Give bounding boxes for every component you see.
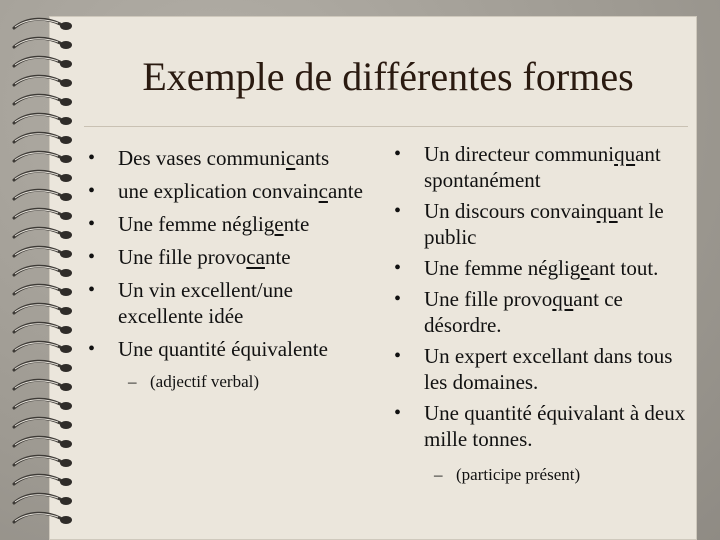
- binding-ring: [14, 361, 72, 372]
- underlined-ending: ge: [263, 212, 284, 236]
- bullet-icon: •: [88, 147, 96, 169]
- left-bullet-list: [84, 145, 374, 362]
- bullet-icon: •: [394, 143, 402, 165]
- binding-ring: [14, 342, 72, 353]
- binding-ring: [14, 190, 72, 201]
- item-text-start: Une quantité équivalente: [118, 337, 328, 361]
- item-text-end: ant spontanément: [424, 142, 661, 192]
- left-item: [84, 178, 374, 204]
- bullet-icon: •: [394, 402, 402, 424]
- item-text-start: Une femme négli: [424, 256, 570, 280]
- bullet-icon: •: [394, 257, 402, 279]
- left-item: [84, 211, 374, 237]
- item-text-start: Une femme négli: [118, 212, 264, 236]
- left-item: [84, 336, 374, 362]
- item-text-end: ant tout.: [589, 256, 659, 280]
- binding-ring: [14, 323, 72, 334]
- left-column: [84, 145, 374, 395]
- item-text-start: Un directeur communi: [424, 142, 615, 166]
- binding-ring: [14, 76, 72, 87]
- item-text-start: Un vin excellent/une excellente idée: [118, 278, 293, 328]
- right-note: [390, 462, 696, 488]
- binding-ring: [14, 456, 72, 467]
- binding-ring: [14, 133, 72, 144]
- right-item: [390, 141, 696, 193]
- right-item: [390, 255, 696, 281]
- binding-ring: [14, 475, 72, 486]
- binding-ring: [14, 513, 72, 524]
- binding-ring: [14, 399, 72, 410]
- bullet-icon: •: [394, 345, 402, 367]
- binding-ring: [14, 285, 72, 296]
- underlined-ending: c: [285, 146, 296, 170]
- bullet-icon: •: [88, 338, 96, 360]
- item-text-end: ants: [295, 146, 330, 170]
- note-dash: –: [128, 372, 137, 391]
- binding-ring: [14, 266, 72, 277]
- binding-ring: [14, 95, 72, 106]
- item-text-end: ante: [327, 179, 363, 203]
- item-text-start: une explication convain: [118, 179, 319, 203]
- binding-ring: [14, 418, 72, 429]
- binding-ring: [14, 437, 72, 448]
- spiral-binding: [0, 0, 62, 540]
- title-divider: [84, 126, 688, 127]
- item-text-start: Une quantité équivalant à deux mille tonnes.: [424, 401, 686, 451]
- binding-ring: [14, 19, 72, 30]
- note-dash: –: [434, 465, 443, 484]
- underlined-ending: qu: [596, 199, 618, 223]
- binding-ring: [14, 171, 72, 182]
- item-text-start: Un discours convain: [424, 199, 597, 223]
- underlined-ending: qu: [552, 287, 574, 311]
- binding-ring: [14, 304, 72, 315]
- right-item: [390, 400, 696, 452]
- bullet-icon: •: [88, 213, 96, 235]
- binding-ring: [14, 380, 72, 391]
- item-text-start: Une fille provo: [118, 245, 247, 269]
- bullet-icon: •: [88, 246, 96, 268]
- item-text-end: ant ce désordre.: [424, 287, 623, 337]
- item-text-start: Un expert excellant dans tous les domaines.: [424, 344, 673, 394]
- item-text-start: Une fille provo: [424, 287, 553, 311]
- left-note: [84, 369, 374, 395]
- underlined-ending: ca: [246, 245, 265, 269]
- slide-title: Exemple de différentes formes: [142, 54, 634, 99]
- right-bullet-list: [390, 141, 696, 452]
- binding-ring: [14, 57, 72, 68]
- right-column: [390, 141, 696, 488]
- bullet-icon: •: [88, 180, 96, 202]
- left-item: [84, 145, 374, 171]
- bullet-icon: •: [394, 288, 402, 310]
- right-item: [390, 286, 696, 338]
- bullet-icon: •: [88, 279, 96, 301]
- item-text-end: nte: [283, 212, 310, 236]
- binding-ring: [14, 114, 72, 125]
- left-item: [84, 244, 374, 270]
- bullet-icon: •: [394, 200, 402, 222]
- item-text-end: ant le public: [424, 199, 664, 249]
- binding-ring: [14, 494, 72, 505]
- binding-ring: [14, 228, 72, 239]
- right-item: [390, 343, 696, 395]
- item-text-end: nte: [264, 245, 291, 269]
- binding-ring: [14, 247, 72, 258]
- left-note-text: (adjectif verbal): [150, 372, 260, 391]
- item-text-start: Des vases communi: [118, 146, 286, 170]
- underlined-ending: c: [318, 179, 328, 203]
- right-item: [390, 198, 696, 250]
- underlined-ending: qu: [614, 142, 636, 166]
- left-item: [84, 277, 374, 329]
- binding-ring: [14, 38, 72, 49]
- binding-ring: [14, 209, 72, 220]
- right-note-text: (participe présent): [456, 465, 581, 484]
- binding-ring: [14, 152, 72, 163]
- underlined-ending: ge: [569, 256, 590, 280]
